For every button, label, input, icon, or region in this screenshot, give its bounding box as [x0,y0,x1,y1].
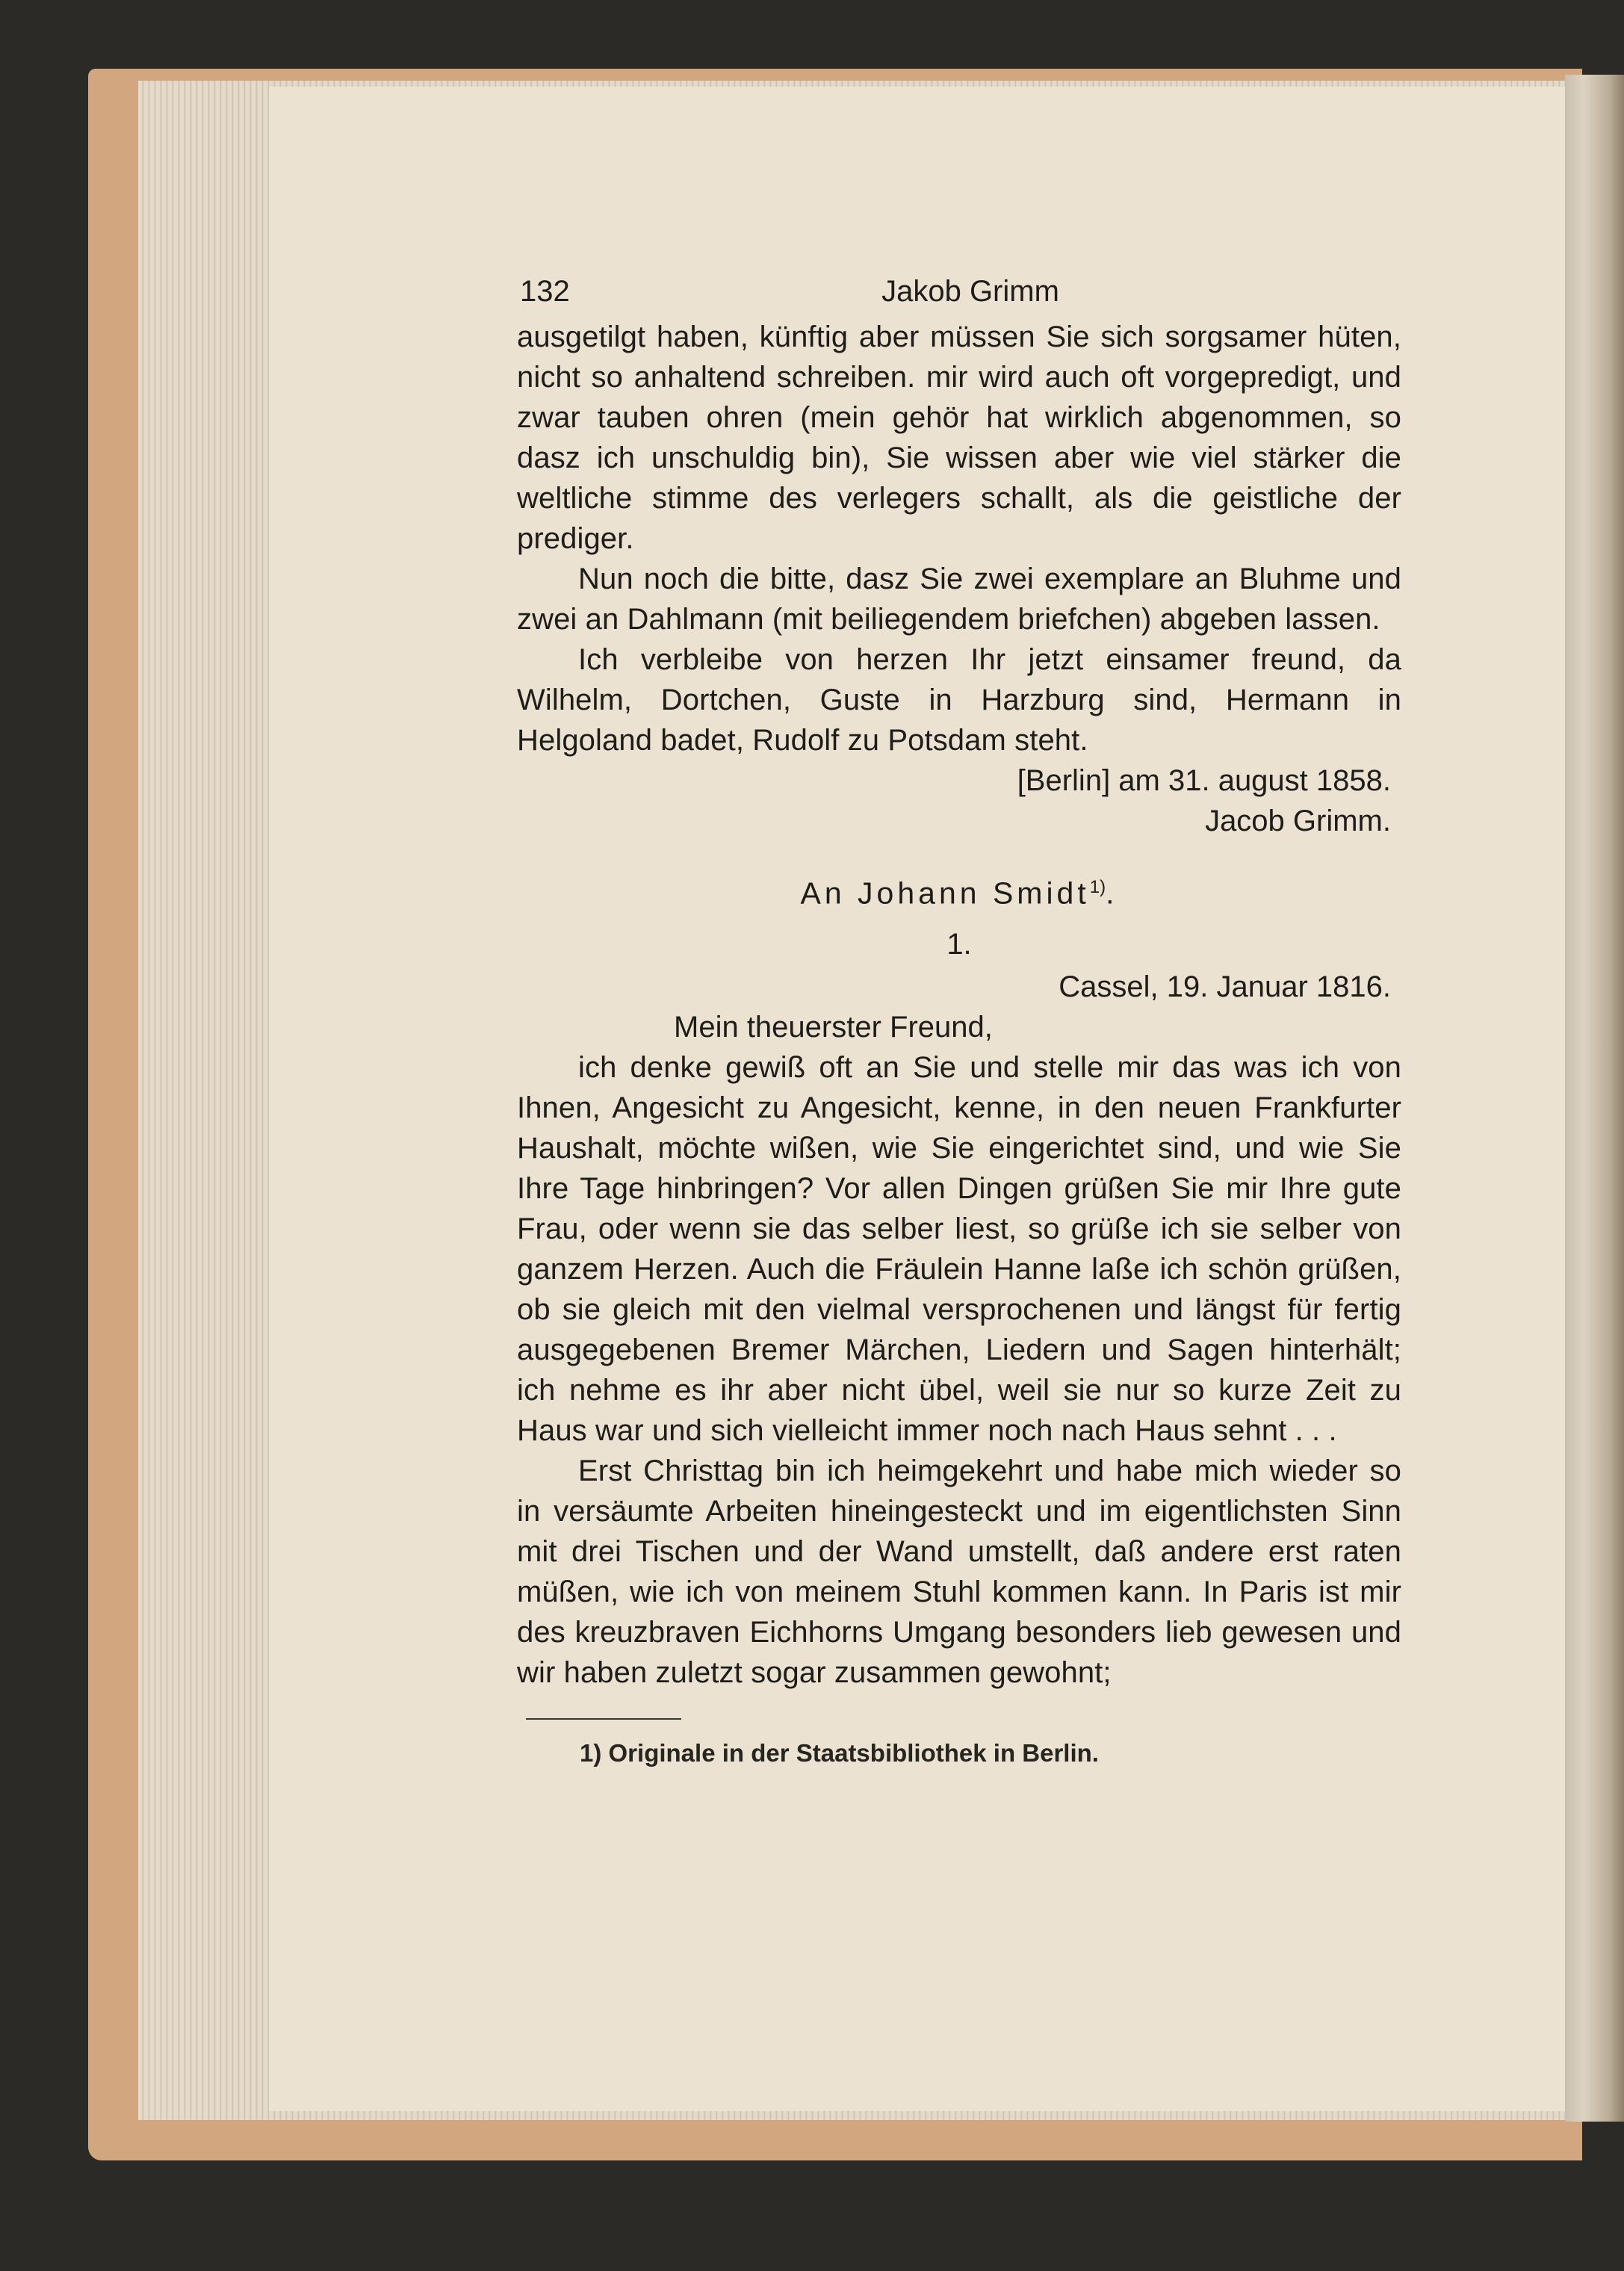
closing-signature: Jacob Grimm. [1205,805,1391,837]
footnote: 1) Originale in der Staatsbibliothek in Berlin. [580,1738,1099,1767]
paragraph-continuation: ausgetilgt haben, künftig aber müssen Sie sich sorgsamer hüten, nicht so anhaltend schreiben. mir wird auch oft vorgepredigt, und zwar tauben ohren (mein gehör hat wirklich abgenommen, so dasz ich unschuldig bin), Sie wissen aber wie viel stärker die weltliche stimme des verlegers schallt, als die geistliche der prediger. [517,320,1401,555]
paragraph-farewell: Ich verbleibe von herzen Ihr jetzt einsamer freund, da Wilhelm, Dortchen, Guste in Harzburg sind, Hermann in Helgoland badet, Rudolf zu Potsdam steht. [517,643,1401,757]
running-title: Jakob Grimm [881,275,1059,308]
footnote-marker: 1) [1089,877,1106,897]
paragraph-request: Nun noch die bitte, dasz Sie zwei exemplare an Bluhme und zwei an Dahlmann (mit beiliegendem briefchen) abgeben lassen. [517,563,1401,636]
letter-paragraph-1: ich denke gewiß oft an Sie und stelle mir das was ich von Ihnen, Angesicht zu Angesicht, kenne, in den neuen Frankfurter Haushalt, möchte wißen, wie Sie eingerichtet sind, und wie Sie Ihre Tage hinbringen? Vor allen Dingen grüßen Sie mir Ihre gute Frau, oder wenn sie das selber liest, so grüße ich sie selber von ganzem Herzen. Auch die Fräulein Hanne laße ich schön grüßen, ob sie gleich mit den vielmal versprochenen und längst für fertig ausgegebenen Bremer Märchen, Liedern und Sagen hinterhält; ich nehme es ihr aber nicht übel, weil sie nur so kurze Zeit zu Haus war und sich vielleicht immer noch nach Haus sehnt . . . [517,1050,1401,1447]
letter-number: 1. [946,927,972,961]
letter-dateline: Cassel, 19. Januar 1816. [1059,970,1391,1003]
section-heading-text: An Johann Smidt [800,876,1090,911]
letter-paragraph-2: Erst Christtag bin ich heimgekehrt und habe mich wieder so in versäumte Arbeiten hineingesteckt und im eigentlichsten Sinn mit drei Tischen und der Wand umstellt, daß andere erst raten müßen, wie ich von meinem Stuhl kommen kann. In Paris ist mir des kreuzbraven Eichhorns Umgang besonders lieb gewesen und wir haben zuletzt sogar zusammen gewohnt; [517,1454,1401,1689]
book-spine [1565,75,1624,2122]
closing-place-date: [Berlin] am 31. august 1858. [1017,764,1391,797]
letter-salutation: Mein theuerster Freund, [674,1010,993,1044]
page-number: 132 [520,275,570,308]
section-heading: An Johann Smidt$^{1)}$. [800,876,1118,911]
text-block [517,254,1401,1767]
running-head [517,254,1401,317]
footnote-rule [526,1718,681,1720]
